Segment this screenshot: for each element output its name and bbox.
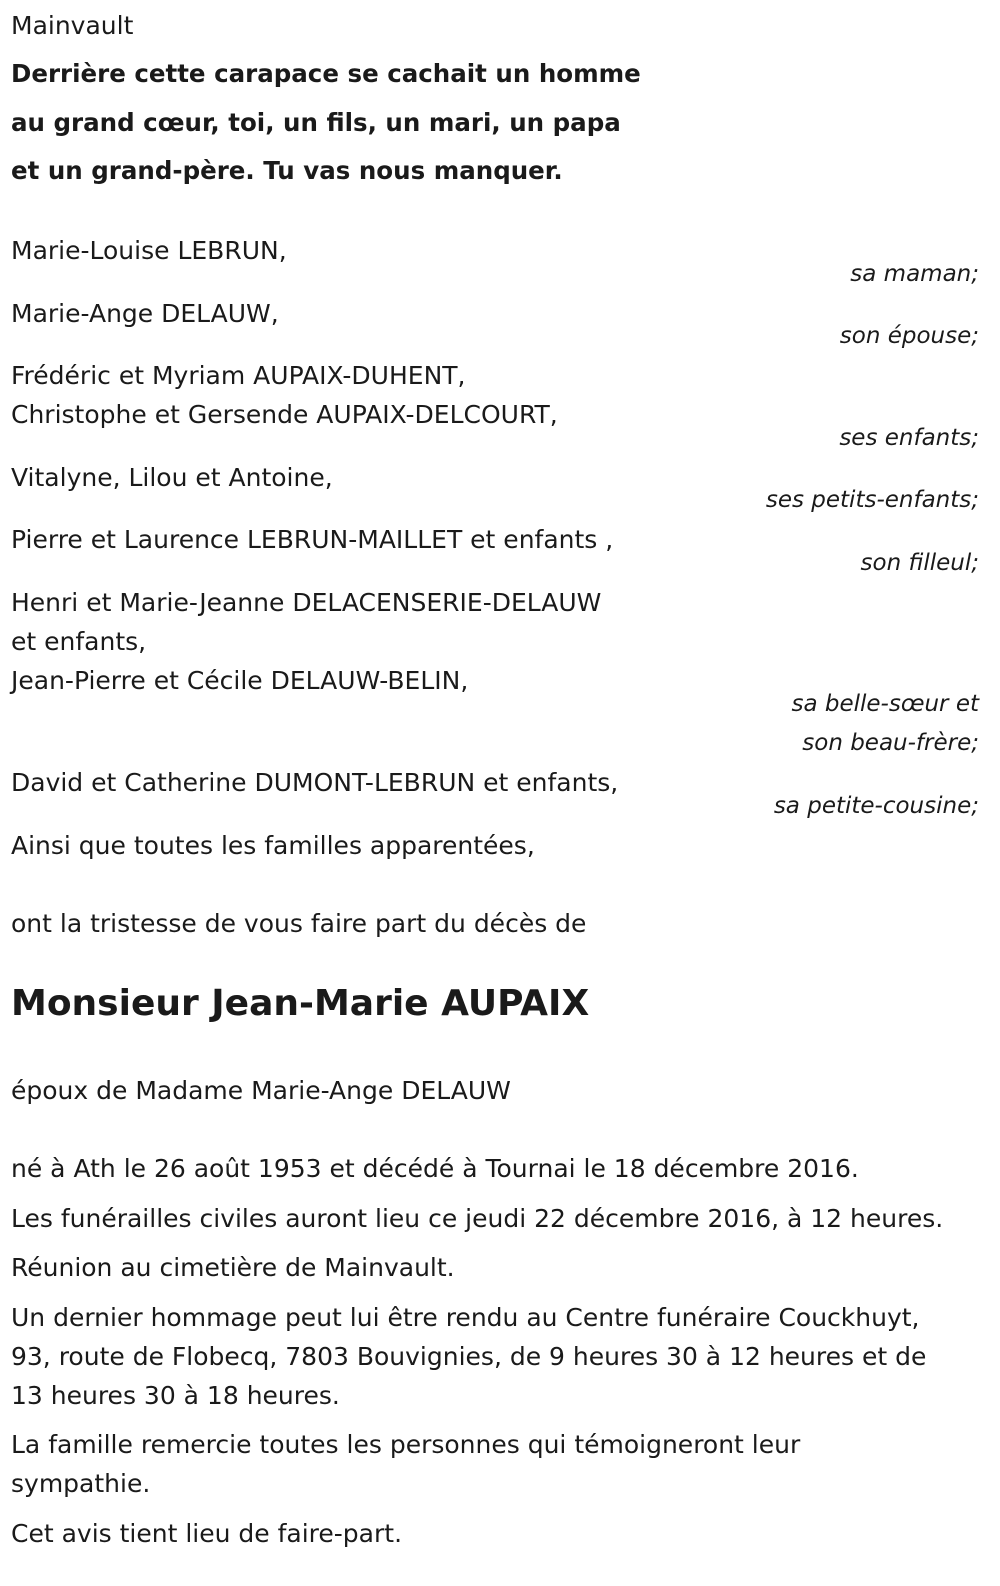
town-name: Mainvault [11, 11, 134, 40]
family-member-name: David et Catherine DUMONT-LEBRUN et enfants, [11, 768, 619, 797]
family-member-name: Frédéric et Myriam AUPAIX-DUHENT, [11, 361, 466, 390]
family-role: ses enfants; [839, 425, 979, 451]
family-role: sa petite-cousine; [773, 793, 979, 819]
family-role: ses petits-enfants; [765, 487, 979, 513]
meeting-line: Réunion au cimetière de Mainvault. [11, 1253, 455, 1282]
family-member-name: Christophe et Gersende AUPAIX-DELCOURT, [11, 400, 558, 429]
homage-line: 13 heures 30 à 18 heures. [11, 1381, 340, 1410]
family-role: son filleul; [860, 550, 979, 576]
spouse-line: époux de Madame Marie-Ange DELAUW [11, 1076, 511, 1105]
quote-line: et un grand-père. Tu vas nous manquer. [11, 156, 563, 185]
family-member-name: Henri et Marie-Jeanne DELACENSERIE-DELAUW [11, 588, 602, 617]
family-member-name: Jean-Pierre et Cécile DELAUW-BELIN, [11, 666, 469, 695]
homage-line: 93, route de Flobecq, 7803 Bouvignies, de 9 heures 30 à 12 heures et de [11, 1342, 927, 1371]
family-member-name: Pierre et Laurence LEBRUN-MAILLET et enfants , [11, 525, 614, 554]
notice-line: Cet avis tient lieu de faire-part. [11, 1519, 403, 1548]
birth-death-line: né à Ath le 26 août 1953 et décédé à Tournai le 18 décembre 2016. [11, 1154, 859, 1183]
family-role: sa maman; [850, 261, 979, 287]
family-member-name: Vitalyne, Lilou et Antoine, [11, 463, 333, 492]
quote-line: Derrière cette carapace se cachait un homme [11, 59, 641, 88]
family-role: son beau-frère; [802, 730, 979, 756]
family-member-name: Marie-Ange DELAUW, [11, 299, 279, 328]
family-role: son épouse; [839, 323, 979, 349]
funeral-line: Les funérailles civiles auront lieu ce jeudi 22 décembre 2016, à 12 heures. [11, 1204, 944, 1233]
thanks-line: sympathie. [11, 1469, 151, 1498]
quote-line: au grand cœur, toi, un fils, un mari, un papa [11, 108, 621, 137]
announcement-text: ont la tristesse de vous faire part du décès de [11, 909, 587, 938]
thanks-line: La famille remercie toutes les personnes qui témoigneront leur [11, 1430, 801, 1459]
family-member-name: Marie-Louise LEBRUN, [11, 236, 287, 265]
family-member-name: Ainsi que toutes les familles apparentées, [11, 831, 535, 860]
family-member-name: et enfants, [11, 627, 147, 656]
homage-line: Un dernier hommage peut lui être rendu au Centre funéraire Couckhuyt, [11, 1303, 920, 1332]
deceased-name: Monsieur Jean-Marie AUPAIX [11, 983, 590, 1024]
family-role: sa belle-sœur et [791, 691, 979, 717]
